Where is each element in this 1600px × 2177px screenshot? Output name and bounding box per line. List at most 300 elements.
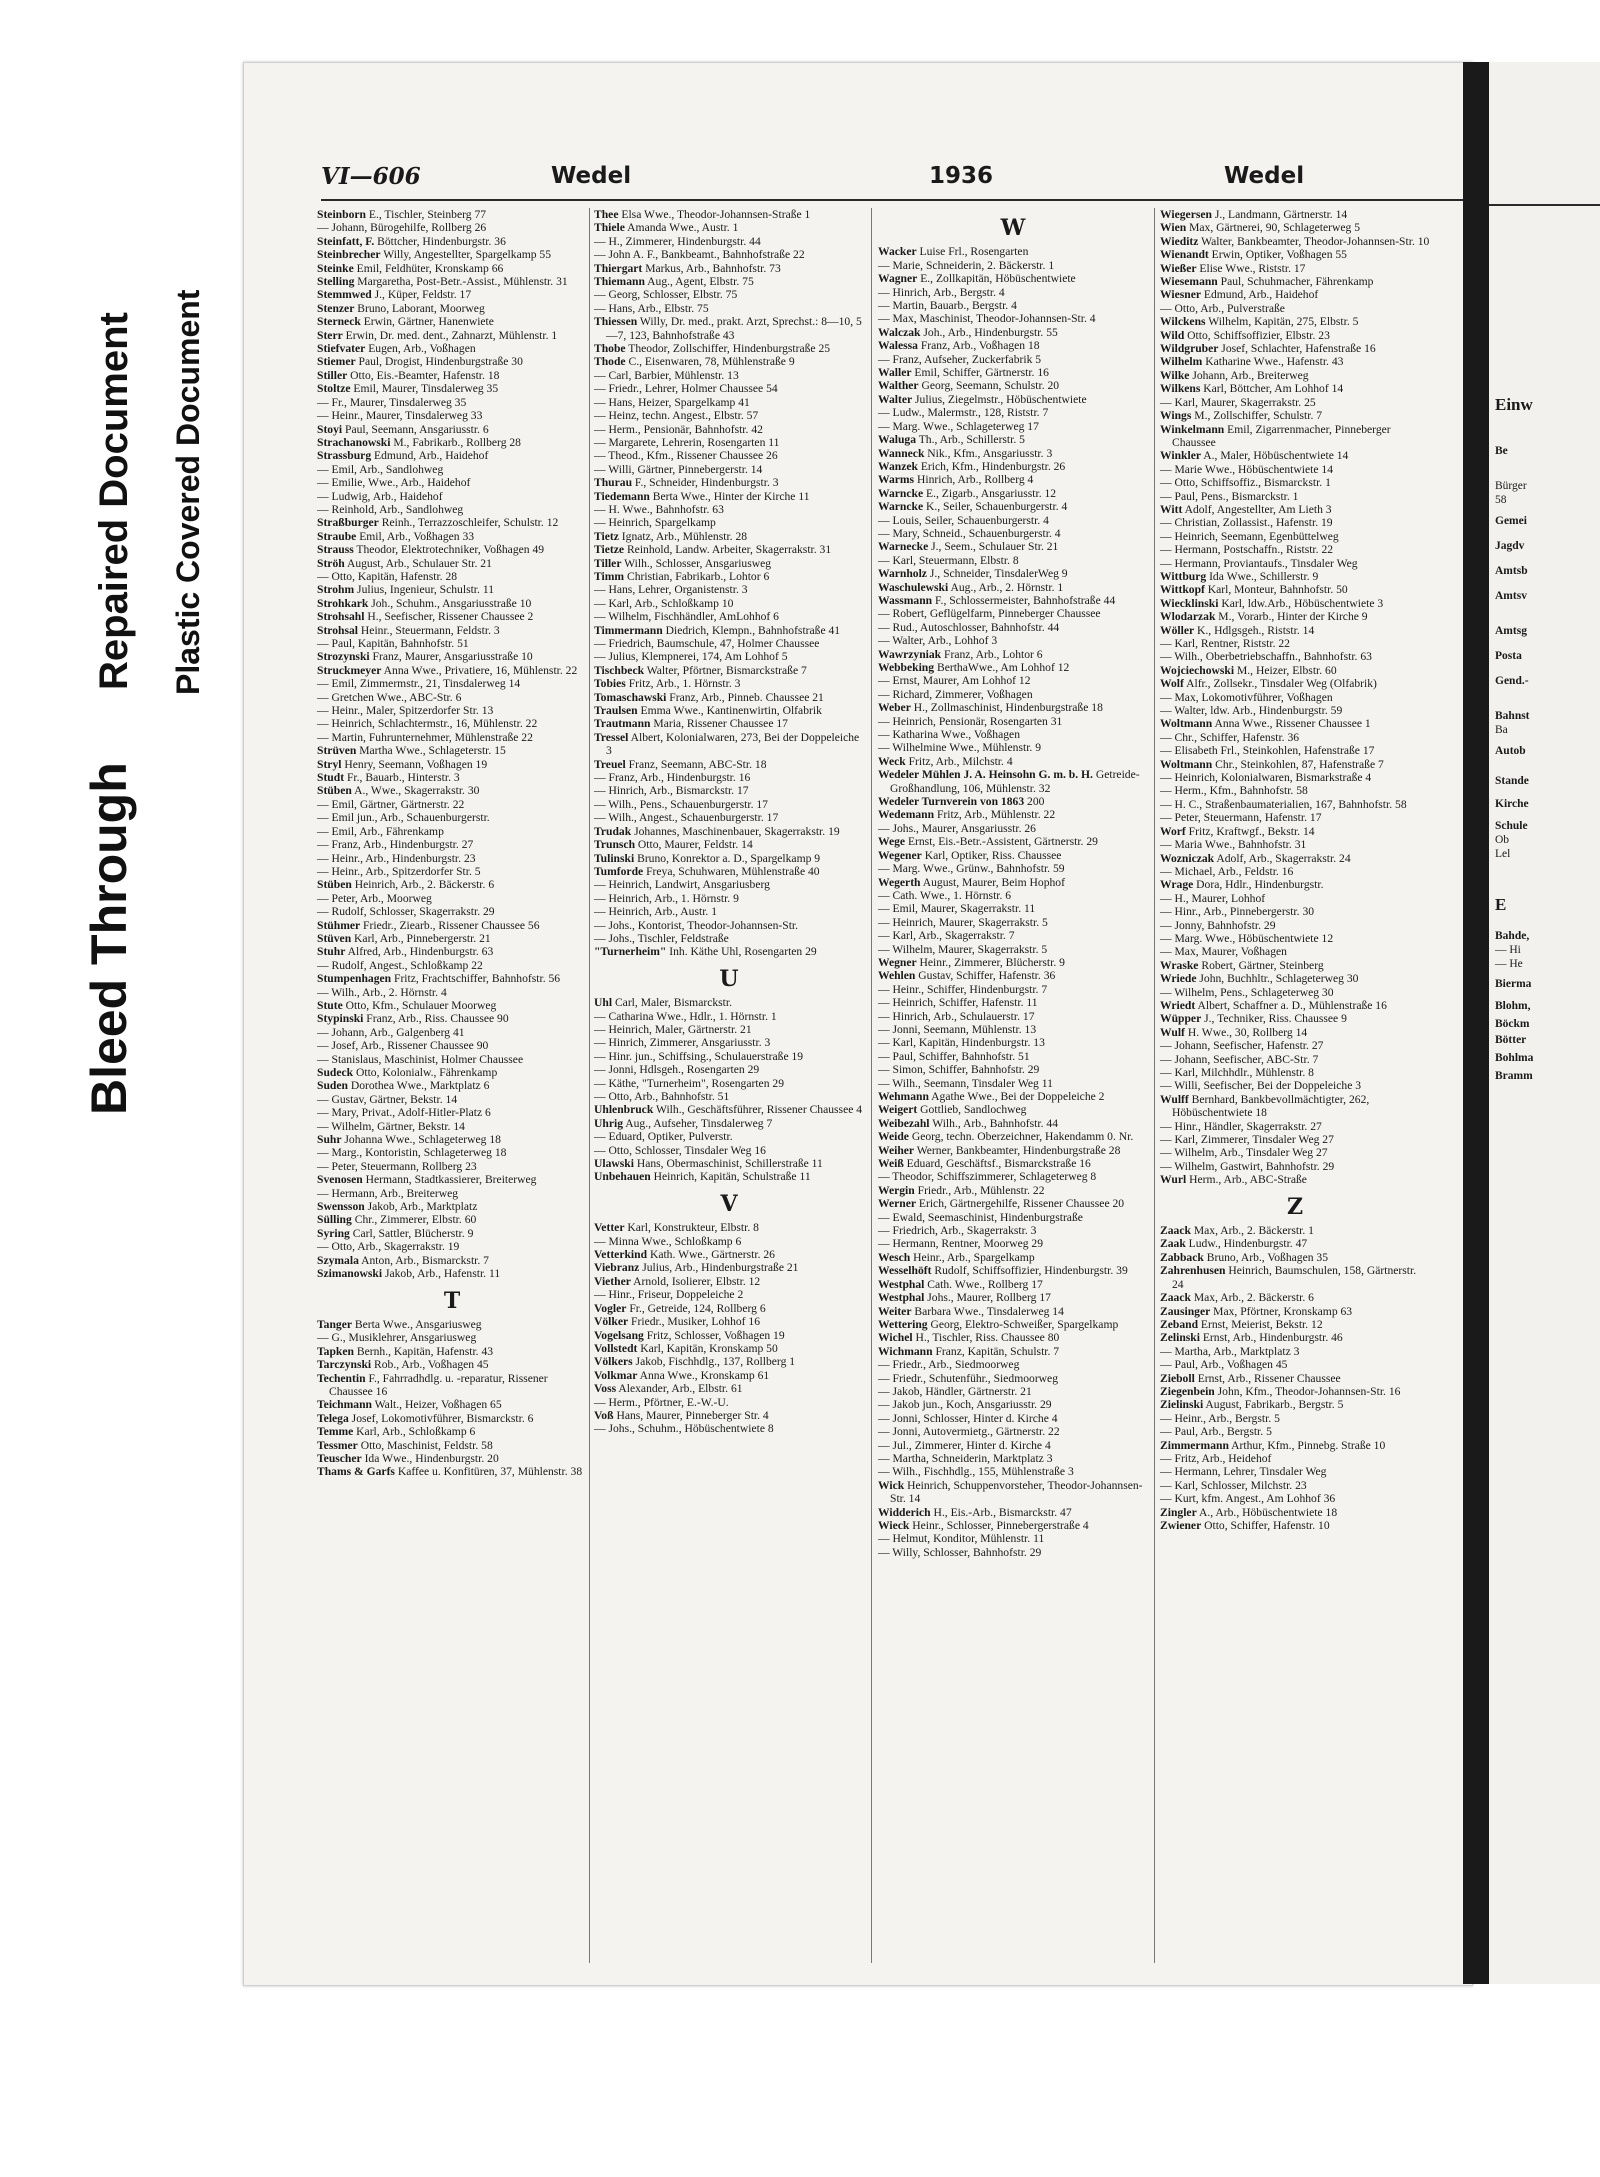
- entry-details: — Maria Wwe., Bahnhofstr. 31: [1160, 838, 1307, 852]
- entry-details: Emil, Zigarrenmacher, Pinneberger Chaussee: [1172, 422, 1391, 449]
- entry-surname: Warncke: [878, 500, 924, 514]
- entry-details: — Herm., Pensionär, Bahnhofstr. 42: [594, 422, 763, 436]
- directory-entry: [594, 825, 864, 838]
- entry-details: — Heinrich, Seemann, Egenbüttelweg: [1160, 529, 1339, 543]
- entry-details: Luise Frl., Rosengarten: [916, 245, 1029, 259]
- entry-surname: Strauss: [317, 543, 354, 557]
- entry-details: — Emil, Arb., Sandlohweg: [317, 462, 444, 476]
- entry-details: M., Heizer, Elbstr. 60: [1234, 663, 1337, 677]
- entry-details: Erwin, Gärtner, Hanenwiete: [360, 315, 494, 329]
- directory-entry: [317, 1439, 587, 1452]
- header-town-right: Wedel: [1224, 163, 1305, 189]
- entry-details: Adolf, Angestellter, Am Lieth 3: [1182, 502, 1332, 516]
- directory-entry: [1160, 1093, 1430, 1120]
- directory-entry: [878, 353, 1148, 366]
- entry-details: — Friedr., Arb., Siedmoorweg: [878, 1358, 1020, 1372]
- entry-details: — G., Musiklehrer, Ansgariusweg: [317, 1331, 477, 1345]
- entry-surname: Tietz: [594, 529, 619, 543]
- directory-entry: [1160, 1224, 1430, 1237]
- entry-details: — Robert, Geflügelfarm, Pinneberger Chaussee: [878, 607, 1101, 621]
- directory-entry: [1160, 972, 1430, 985]
- entry-details: Fr., Bauarb., Hinterstr. 3: [344, 771, 460, 785]
- entry-details: Otto, Schiffer, Hafenstr. 10: [1201, 1519, 1330, 1532]
- entry-details: — Theodor, Schiffszimmerer, Schlageterweg 8: [878, 1170, 1097, 1184]
- entry-surname: Wichmann: [878, 1344, 933, 1358]
- directory-entry: [594, 530, 864, 543]
- directory-entry: [317, 382, 587, 395]
- entry-details: — Stanislaus, Maschinist, Holmer Chaussee: [317, 1052, 524, 1066]
- directory-entry: [1160, 1519, 1430, 1532]
- entry-surname: Stüven: [317, 931, 352, 945]
- entry-surname: Zwiener: [1160, 1519, 1202, 1532]
- directory-entry: [1160, 892, 1430, 905]
- entry-surname: Thiessen: [594, 315, 638, 329]
- directory-entry: [878, 916, 1148, 929]
- directory-entry: [317, 945, 587, 958]
- directory-entry: [1160, 838, 1430, 851]
- entry-surname: Sterr: [317, 328, 343, 342]
- entry-surname: Svenosen: [317, 1173, 363, 1187]
- entry-details: Otto, Eis.-Beamter, Hafenstr. 18: [347, 368, 500, 382]
- entry-details: — Hermann, Arb., Breiterweg: [317, 1186, 459, 1200]
- entry-details: — Heinrich, Arb., Austr. 1: [594, 905, 718, 919]
- directory-entry: [317, 1026, 587, 1039]
- entry-surname: Weiß: [878, 1157, 904, 1171]
- directory-entry: [594, 664, 864, 677]
- entry-details: E., Zigarb., Ansgariusstr. 12: [923, 486, 1057, 500]
- entry-details: Margaretha, Post-Betr.-Assist., Mühlenstr. 31: [354, 275, 568, 289]
- entry-details: — Heinrich, Landwirt, Ansgariusberg: [594, 878, 770, 892]
- entry-details: Bruno, Laborant, Moorweg: [354, 301, 485, 315]
- directory-entry: [878, 1345, 1148, 1358]
- directory-entry: [317, 972, 587, 985]
- entry-surname: Wegener: [878, 848, 922, 862]
- entry-details: Jakob, Arb., Hafenstr. 11: [382, 1267, 501, 1281]
- directory-entry: [878, 1506, 1148, 1519]
- entry-surname: Wüpper: [1160, 1012, 1202, 1026]
- directory-entry: [317, 650, 587, 663]
- entry-details: — Emil, Gärtner, Gärtnerstr. 22: [317, 797, 465, 811]
- directory-entry: [1160, 275, 1430, 288]
- next-page-text: Böckm: [1495, 1018, 1530, 1030]
- directory-entry: [317, 235, 587, 248]
- entry-surname: Szimanowski: [317, 1267, 383, 1281]
- directory-entry: [1160, 1412, 1430, 1425]
- directory-entry: [878, 996, 1148, 1009]
- directory-entry: [1160, 490, 1430, 503]
- entry-details: Fritz, Kraftwgf., Bekstr. 14: [1185, 824, 1315, 838]
- entry-details: Wilh., Geschäftsführer, Rissener Chaussee 4: [653, 1103, 863, 1117]
- entry-surname: Unbehauen: [594, 1170, 651, 1184]
- directory-entry: [594, 583, 864, 596]
- entry-surname: Tarczynski: [317, 1358, 372, 1372]
- directory-entry: [1160, 1133, 1430, 1146]
- entry-surname: Waller: [878, 366, 912, 380]
- directory-entry: [878, 433, 1148, 446]
- directory-entry: [1160, 355, 1430, 368]
- entry-details: — Heinrich, Kolonialwaren, Bismarkstraße 4: [1160, 771, 1372, 785]
- directory-entry: [878, 339, 1148, 352]
- entry-surname: Wanzek: [878, 459, 918, 473]
- directory-entry: [594, 996, 864, 1009]
- entry-details: — Heinr., Arb., Bergstr. 5: [1160, 1411, 1280, 1425]
- directory-entry: [594, 1050, 864, 1063]
- entry-details: Friedr., Arb., Mühlenstr. 22: [914, 1183, 1045, 1197]
- directory-entry: [878, 581, 1148, 594]
- entry-details: Karl, Optiker, Riss. Chaussee: [921, 848, 1062, 862]
- entry-surname: Stüben: [317, 878, 352, 892]
- directory-entry: [878, 1010, 1148, 1023]
- entry-details: Katharine Wwe., Hafenstr. 43: [1202, 355, 1344, 369]
- entry-details: — Hinr. jun., Schiffsing., Schulauerstraße 19: [594, 1049, 804, 1063]
- entry-details: — Simon, Schiffer, Bahnhofstr. 29: [878, 1063, 1040, 1077]
- entry-details: Otto, Kfm., Schulauer Moorweg: [342, 998, 497, 1012]
- entry-details: Chr., Zimmerer, Elbstr. 60: [351, 1213, 477, 1227]
- entry-surname: Trunsch: [594, 838, 636, 852]
- entry-details: — Emil, Zimmermstr., 21, Tinsdalerweg 14: [317, 677, 521, 691]
- entry-details: Edmund, Arb., Haidehof: [371, 449, 489, 463]
- directory-entry: [878, 808, 1148, 821]
- entry-details: Christian, Fabrikarb., Lohtor 6: [624, 569, 770, 583]
- entry-surname: Walter: [878, 392, 913, 406]
- next-page-text: Bürger: [1495, 480, 1527, 492]
- entry-surname: Thode: [594, 355, 626, 369]
- directory-entry: [878, 487, 1148, 500]
- entry-details: Fritz, Arb., 1. Hörnstr. 3: [625, 677, 741, 691]
- directory-entry: [594, 516, 864, 529]
- next-page-text: Bötter: [1495, 1034, 1527, 1046]
- entry-surname: Wulff: [1160, 1092, 1189, 1106]
- entry-details: Fritz, Frachtschiffer, Bahnhofstr. 56: [391, 972, 561, 986]
- entry-details: Agathe Wwe., Bei der Doppeleiche 2: [928, 1090, 1105, 1103]
- entry-surname: Worf: [1160, 824, 1186, 838]
- directory-entry: [594, 262, 864, 275]
- directory-entry: [594, 557, 864, 570]
- directory-entry: [594, 1221, 864, 1234]
- entry-details: H., Seefischer, Rissener Chaussee 2: [364, 610, 534, 624]
- directory-entry: [317, 878, 587, 891]
- entry-surname: Wettering: [878, 1317, 928, 1331]
- next-page-text: Bahde,: [1495, 930, 1530, 942]
- directory-entry: [594, 1036, 864, 1049]
- entry-details: — Hinr., Arb., Pinnebergerstr. 30: [1160, 905, 1315, 919]
- directory-entry: [1160, 1291, 1430, 1304]
- entry-details: Gottlieb, Sandlochweg: [917, 1103, 1027, 1117]
- entry-surname: Wraske: [1160, 958, 1199, 972]
- directory-entry: [1160, 1385, 1430, 1398]
- directory-entry: [1160, 1331, 1430, 1344]
- entry-details: Max, Gärtnerei, 90, Schlageterweg 5: [1186, 221, 1361, 235]
- entry-surname: Wichel: [878, 1331, 913, 1345]
- directory-entry: [317, 1331, 587, 1344]
- directory-entry: [317, 1398, 587, 1411]
- directory-entry: [594, 1288, 864, 1301]
- entry-surname: Wriede: [1160, 972, 1197, 986]
- entry-details: — Hermann, Lehrer, Tinsdaler Weg: [1160, 1465, 1327, 1479]
- entry-details: — Martha, Arb., Marktplatz 3: [1160, 1344, 1300, 1358]
- entry-details: F., Schneider, Hindenburgstr. 3: [632, 476, 779, 490]
- directory-entry: [317, 583, 587, 596]
- directory-entry: [317, 744, 587, 757]
- directory-entry: [317, 275, 587, 288]
- entry-details: Friedr., Ziearb., Rissener Chaussee 56: [360, 918, 540, 932]
- directory-entry: [317, 677, 587, 690]
- entry-details: — Carl, Barbier, Mühlenstr. 13: [594, 368, 739, 382]
- entry-details: — Heinr., Maler, Spitzerdorfer Str. 13: [317, 704, 494, 718]
- entry-details: — Willi, Seefischer, Bei der Doppeleiche 3: [1160, 1079, 1362, 1093]
- directory-entry: [1160, 1012, 1430, 1025]
- entry-surname: Wurl: [1160, 1173, 1187, 1187]
- directory-entry: [878, 286, 1148, 299]
- entry-details: Julius, Ziegelmstr., Höbüschentwiete: [912, 392, 1087, 406]
- directory-entry: [1160, 409, 1430, 422]
- directory-entry: [594, 570, 864, 583]
- directory-entry: [878, 607, 1148, 620]
- entry-details: Theodor, Zollschiffer, Hindenburgstraße 25: [625, 342, 831, 356]
- next-page-text: Schule: [1495, 820, 1528, 832]
- entry-surname: Thams & Garfs: [317, 1465, 395, 1479]
- section-letter: Z: [1286, 1193, 1304, 1220]
- directory-entry: [594, 758, 864, 771]
- entry-surname: Strohkark: [317, 596, 369, 610]
- directory-entry: [594, 1248, 864, 1261]
- entry-surname: Walczak: [878, 325, 921, 339]
- directory-entry: [878, 366, 1148, 379]
- entry-details: Heinr., Zimmerer, Blücherstr. 9: [916, 955, 1065, 969]
- directory-entry: [1160, 288, 1430, 301]
- directory-entry: [878, 259, 1148, 272]
- entry-details: Cath. Wwe., Rollberg 17: [924, 1277, 1043, 1291]
- directory-entry: [1160, 248, 1430, 261]
- entry-surname: Wings: [1160, 409, 1192, 423]
- directory-column-2: [594, 208, 864, 1436]
- entry-details: Heinrich, Schuppenvorsteher, Theodor-Johannsen-Str. 14: [890, 1478, 1143, 1506]
- directory-entry: [594, 945, 864, 958]
- directory-entry: [317, 865, 587, 878]
- entry-details: Erich, Kfm., Hindenburgstr. 26: [917, 459, 1066, 473]
- directory-entry: [317, 664, 587, 677]
- directory-entry: [317, 1452, 587, 1465]
- directory-entry: [594, 1382, 864, 1395]
- entry-surname: Wiesner: [1160, 288, 1202, 302]
- entry-details: — Theod., Kfm., Rissener Chaussee 26: [594, 449, 778, 463]
- entry-details: Julius, Arb., Hindenburgstraße 21: [639, 1261, 799, 1275]
- entry-surname: Völker: [594, 1315, 629, 1329]
- entry-surname: Sülling: [317, 1213, 352, 1227]
- entry-details: — Paul, Kapitän, Bahnhofstr. 51: [317, 637, 469, 650]
- entry-details: F., Schlossermeister, Bahnhofstraße 44: [932, 593, 1116, 607]
- directory-entry: [878, 473, 1148, 486]
- entry-surname: Werner: [878, 1197, 916, 1211]
- entry-details: August, Fabrikarb., Bergstr. 5: [1203, 1398, 1344, 1412]
- entry-details: Arthur, Kfm., Pinnebg. Straße 10: [1228, 1438, 1386, 1452]
- entry-details: Erwin, Dr. med. dent., Zahnarzt, Mühlenstr. 1: [342, 328, 558, 342]
- directory-entry: [878, 1103, 1148, 1116]
- directory-entry: [1160, 1452, 1430, 1465]
- entry-details: — Wilhelm, Pens., Schlageterweg 30: [1160, 985, 1334, 999]
- entry-surname: Woltmann: [1160, 717, 1213, 731]
- directory-entry: [878, 1412, 1148, 1425]
- entry-details: Bruno, Konrektor a. D., Spargelkamp 9: [634, 851, 821, 865]
- entry-details: Markus, Arb., Bahnhofstr. 73: [642, 261, 781, 275]
- entry-details: — Marg., Kontoristin, Schlageterweg 18: [317, 1146, 507, 1160]
- entry-details: Wilh., Arb., Bahnhofstr. 44: [929, 1116, 1058, 1130]
- directory-entry: [317, 811, 587, 824]
- directory-entry: [878, 1318, 1148, 1331]
- header-year: 1936: [929, 163, 994, 189]
- entry-details: — Jonny, Bahnhofstr. 29: [1160, 918, 1276, 932]
- directory-entry: [1160, 463, 1430, 476]
- directory-entry: [317, 1160, 587, 1173]
- entry-details: — Wilh., Seemann, Tinsdaler Weg 11: [878, 1076, 1053, 1090]
- entry-details: Amanda Wwe., Austr. 1: [624, 221, 739, 235]
- column-divider: [871, 208, 872, 1963]
- entry-details: Wilh., Schlosser, Ansgariusweg: [621, 556, 772, 570]
- directory-entry: [1160, 610, 1430, 623]
- entry-details: Jakob, Arb., Marktplatz: [364, 1200, 478, 1214]
- entry-details: August, Arb., Schulauer Str. 21: [344, 556, 492, 570]
- entry-surname: Stumpenhagen: [317, 972, 392, 986]
- directory-entry: [1160, 570, 1430, 583]
- entry-surname: Vogelsang: [594, 1328, 644, 1342]
- directory-entry: [1160, 262, 1430, 275]
- directory-entry: [1160, 423, 1430, 450]
- next-page-text: Jagdv: [1495, 540, 1525, 552]
- next-page-text: Stande: [1495, 775, 1529, 787]
- directory-entry: [878, 969, 1148, 982]
- directory-entry: [594, 878, 864, 891]
- directory-entry: [594, 1117, 864, 1130]
- entry-details: Ludw., Hindenburgstr. 47: [1185, 1237, 1308, 1251]
- directory-entry: [594, 463, 864, 476]
- entry-details: — Willy, Schlosser, Bahnhofstr. 29: [878, 1545, 1042, 1559]
- entry-surname: Strüven: [317, 744, 357, 758]
- directory-entry: [594, 677, 864, 690]
- directory-entry: [317, 570, 587, 583]
- directory-entry: [317, 731, 587, 744]
- entry-details: Diedrich, Klempn., Bahnhofstraße 41: [662, 623, 841, 637]
- entry-details: Heinrich, Arb., 2. Bäckerstr. 6: [351, 878, 495, 892]
- entry-details: Gustav, Schiffer, Hafenstr. 36: [915, 969, 1056, 983]
- entry-surname: Zaack: [1160, 1291, 1191, 1305]
- entry-details: — Emilie, Wwe., Arb., Haidehof: [317, 476, 471, 490]
- next-page-text: Amtsb: [1495, 565, 1528, 577]
- entry-details: Franz, Kapitän, Schulstr. 7: [932, 1344, 1060, 1358]
- directory-entry: [317, 1425, 587, 1438]
- entry-surname: Wießer: [1160, 261, 1197, 275]
- directory-entry: [317, 1039, 587, 1052]
- entry-details: Kath. Wwe., Gärtnerstr. 26: [647, 1248, 775, 1262]
- directory-entry: [317, 1240, 587, 1253]
- next-page-fragment: [1489, 62, 1600, 1984]
- next-page-text: Bahnst: [1495, 710, 1530, 722]
- entry-surname: Wehlen: [878, 969, 916, 983]
- entry-details: — Friedr., Lehrer, Holmer Chaussee 54: [594, 382, 778, 396]
- directory-entry: [317, 1213, 587, 1226]
- entry-surname: Wieck: [878, 1519, 910, 1532]
- directory-entry: [594, 1329, 864, 1342]
- directory-entry: [317, 409, 587, 422]
- entry-surname: Volkmar: [594, 1368, 638, 1382]
- entry-details: — Emil, Maurer, Skagerrakstr. 11: [878, 902, 1036, 916]
- directory-entry: [594, 1422, 864, 1435]
- entry-details: Aug., Agent, Elbstr. 75: [644, 275, 754, 289]
- entry-details: — Minna Wwe., Schloßkamp 6: [594, 1234, 742, 1248]
- entry-surname: Wilhelm: [1160, 355, 1203, 369]
- entry-details: J., Schneider, TinsdalerWeg 9: [926, 567, 1068, 581]
- directory-entry: [1160, 516, 1430, 529]
- entry-details: Theodor, Elektrotechniker, Voßhagen 49: [353, 543, 545, 557]
- entry-details: Emil, Feldhüter, Kronskamp 66: [353, 261, 504, 275]
- directory-entry: [594, 771, 864, 784]
- entry-details: Josef, Schlachter, Hafenstraße 16: [1218, 342, 1376, 356]
- directory-entry: [594, 1157, 864, 1170]
- entry-details: — Karl, Rentner, Riststr. 22: [1160, 637, 1290, 650]
- directory-entry: [317, 221, 587, 234]
- directory-entry: [594, 1261, 864, 1274]
- directory-entry: [878, 1211, 1148, 1224]
- entry-details: Ernst, Arb., Hindenburgstr. 46: [1199, 1331, 1343, 1345]
- directory-entry: [594, 624, 864, 637]
- entry-surname: Steinborn: [317, 208, 366, 221]
- directory-entry: [878, 1398, 1148, 1411]
- entry-details: — Wilhelm, Fischhändler, AmLohhof 6: [594, 610, 779, 624]
- directory-entry: [1160, 677, 1430, 690]
- directory-entry: [1160, 691, 1430, 704]
- entry-details: Ida Wwe., Hindenburgstr. 20: [361, 1451, 499, 1465]
- entry-surname: Tanger: [317, 1317, 353, 1331]
- entry-surname: Strohsahl: [317, 610, 365, 624]
- directory-entry: [594, 235, 864, 248]
- entry-details: — Otto, Arb., Skagerrakstr. 19: [317, 1240, 460, 1254]
- entry-details: Ignatz, Arb., Mühlenstr. 28: [618, 529, 748, 543]
- next-page-text: Kirche: [1495, 798, 1529, 810]
- directory-entry: [594, 476, 864, 489]
- entry-surname: Stelling: [317, 275, 355, 289]
- directory-entry: [1160, 221, 1430, 234]
- entry-details: Th., Arb., Schillerstr. 5: [916, 433, 1025, 447]
- entry-details: — H. Wwe., Bahnhofstr. 63: [594, 502, 724, 516]
- entry-surname: Szymala: [317, 1253, 359, 1267]
- entry-surname: Techentin: [317, 1371, 366, 1385]
- entry-surname: Winkelmann: [1160, 422, 1225, 436]
- directory-entry: [878, 1465, 1148, 1478]
- entry-surname: Wilckens: [1160, 315, 1206, 329]
- entry-surname: Wittburg: [1160, 569, 1207, 583]
- entry-surname: Westphal: [878, 1277, 925, 1291]
- section-letter: U: [719, 965, 739, 992]
- directory-entry: [317, 852, 587, 865]
- entry-surname: Stute: [317, 998, 343, 1012]
- entry-details: — Karl, Zimmerer, Tinsdaler Weg 27: [1160, 1133, 1334, 1147]
- entry-details: — Josef, Arb., Rissener Chaussee 90: [317, 1039, 489, 1053]
- entry-details: Johannes, Maschinenbauer, Skagerrakstr. 19: [631, 824, 840, 838]
- directory-entry: [878, 768, 1148, 795]
- directory-entry: [317, 1106, 587, 1119]
- entry-surname: Struckmeyer: [317, 663, 382, 677]
- entry-details: Emil, Arb., Voßhagen 33: [356, 529, 475, 543]
- entry-surname: Zelinski: [1160, 1331, 1200, 1345]
- directory-entry: [317, 798, 587, 811]
- next-page-text: Ba: [1495, 724, 1508, 736]
- entry-surname: Wacker: [878, 245, 917, 259]
- entry-details: — Peter, Steuermann, Rollberg 23: [317, 1159, 477, 1173]
- directory-entry: [878, 514, 1148, 527]
- entry-surname: Telega: [317, 1411, 349, 1425]
- directory-entry: [594, 838, 864, 851]
- entry-surname: Ziegenbein: [1160, 1384, 1215, 1398]
- directory-entry: [1160, 342, 1430, 355]
